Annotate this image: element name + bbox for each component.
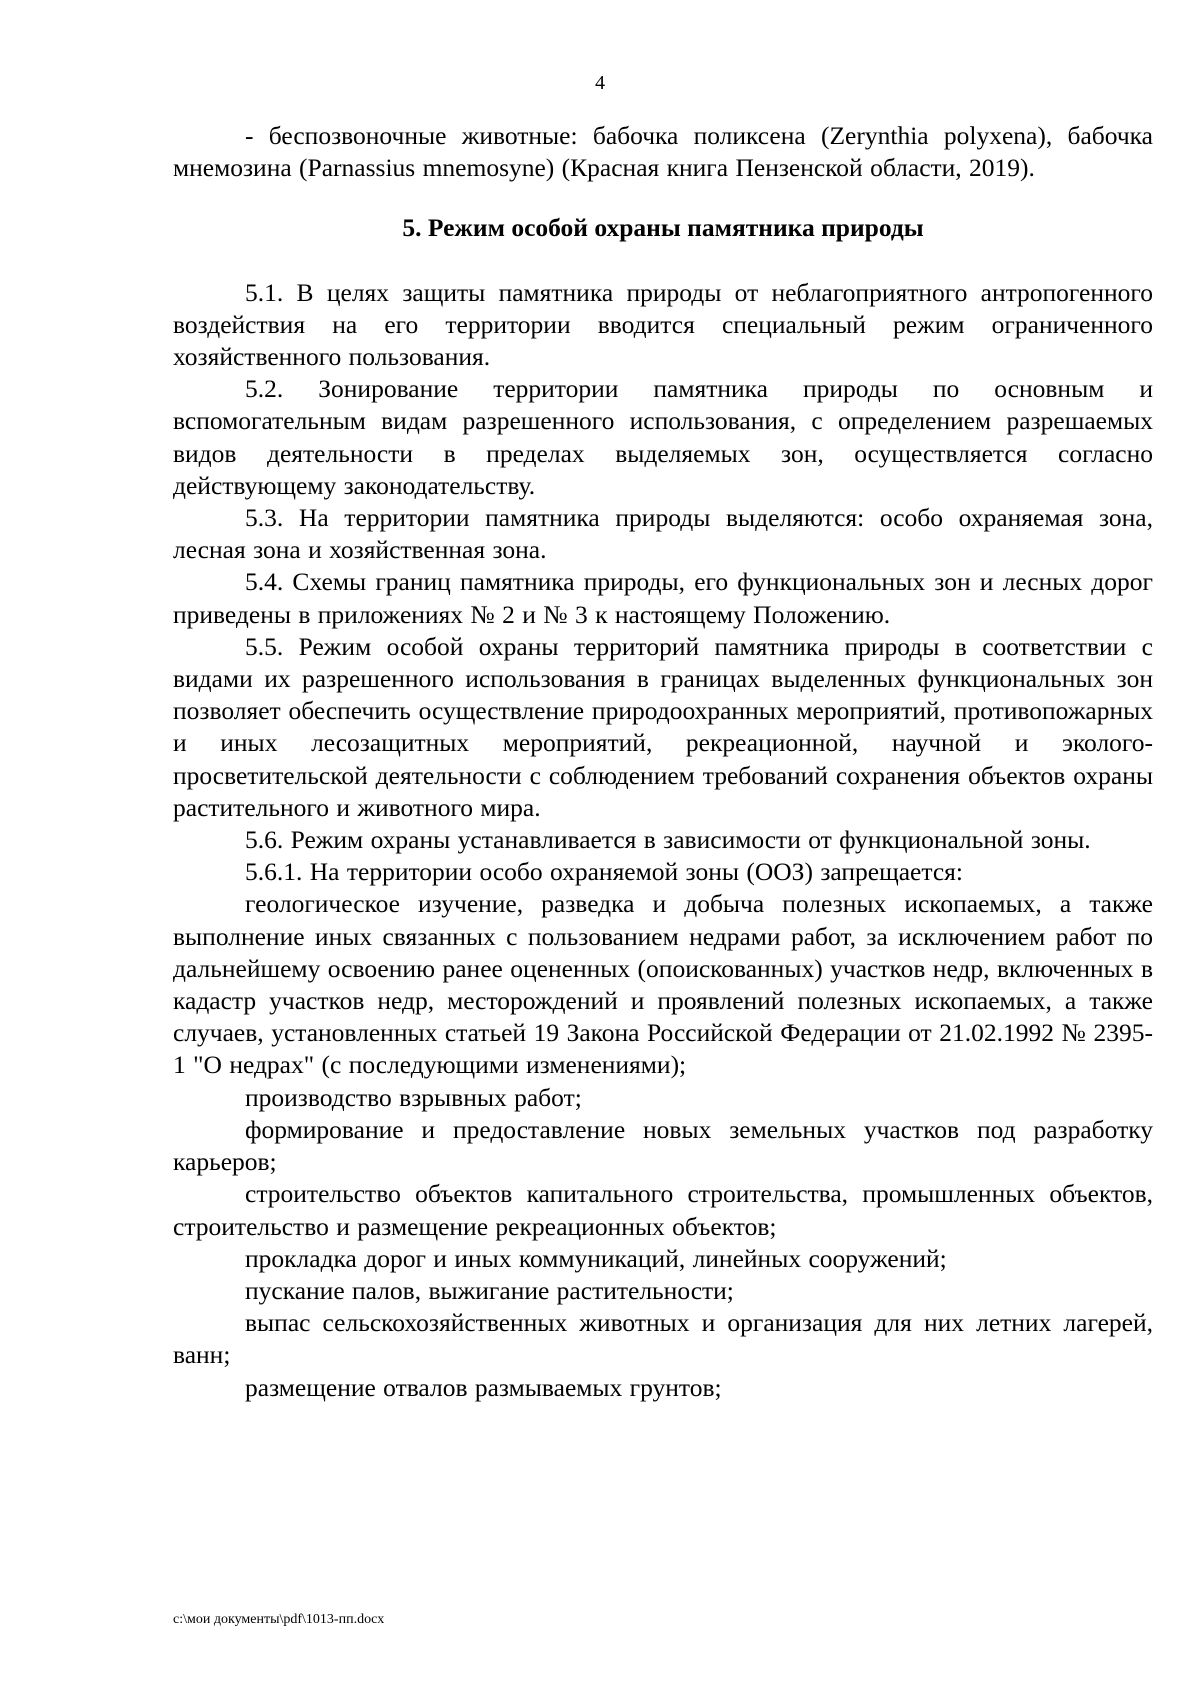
paragraph-5-4: 5.4. Схемы границ памятника природы, его функциональных зон и лесных дорог приведены в приложениях № 2 и № 3 к настоящему Положению. [173, 567, 1153, 629]
paragraph-5-2: 5.2. Зонирование территории памятника природы по основным и вспомогательным видам разрешенного использования, с определением разрешаемых видов деятельности в пределах выделяемых зон, осуществляется согласно действующему законодательству. [173, 374, 1153, 500]
list-item-construction: строительство объектов капитального строительства, промышленных объектов, строительство и размещение рекреационных объектов; [173, 1179, 1153, 1241]
list-item-explosions: производство взрывных работ; [245, 1082, 582, 1112]
list-item-burning: пускание палов, выжигание растительности; [245, 1275, 734, 1305]
paragraph-5-6-1: 5.6.1. На территории особо охраняемой зоны (ООЗ) запрещается: [245, 857, 963, 887]
document-body [173, 120, 1153, 1404]
list-item-quarries: формирование и предоставление новых земельных участков под разработку карьеров; [173, 1114, 1153, 1177]
section-heading: 5. Режим особой охраны памятника природы [402, 213, 924, 243]
list-item-roads: прокладка дорог и иных коммуникаций, линейных сооружений; [245, 1243, 947, 1273]
list-item-dumps: размещение отвалов размываемых грунтов; [245, 1372, 722, 1402]
paragraph-5-6: 5.6. Режим охраны устанавливается в зависимости от функциональной зоны. [245, 825, 1091, 855]
footer-file-path: c:\мои документы\pdf\1013-пп.docx [173, 1612, 385, 1627]
page-number: 4 [595, 72, 605, 94]
paragraph-5-1: 5.1. В целях защиты памятника природы от неблагоприятного антропогенного воздействия на его территории вводится специальный режим ограниченного хозяйственного пользования. [173, 277, 1153, 372]
list-item-grazing: выпас сельскохозяйственных животных и организация для них летних лагерей, ванн; [173, 1308, 1153, 1370]
intro-paragraph: - беспозвоночные животные: бабочка поликсена (Zerynthia polyxena), бабочка мнемозина (Parnassius mnemosyne) (Красная книга Пензенской области, 2019). [173, 121, 1153, 183]
list-item-geology: геологическое изучение, разведка и добыча полезных ископаемых, а также выполнение иных связанных с пользованием недрами работ, за исключением работ по дальнейшему освоению ранее оцененных (опоискованных) участков недр, включенных в кадастр участков недр, месторождений и проявлений полезных ископаемых, а также случаев, установленных статьей 19 Закона Российской Федерации от 21.02.1992 № 2395-1 "О недрах" (с последующими изменениями); [173, 889, 1153, 1080]
paragraph-5-3: 5.3. На территории памятника природы выделяются: особо охраняемая зона, лесная зона и хозяйственная зона. [173, 503, 1153, 565]
paragraph-5-5: 5.5. Режим особой охраны территорий памятника природы в соответствии с видами их разрешенного использования в границах выделенных функциональных зон позволяет обеспечить осуществление природоохранных мероприятий, противопожарных и иных лесозащитных мероприятий, рекреационной, научной и эколого-просветительской деятельности с соблюдением требований сохранения объектов охраны растительного и животного мира. [173, 631, 1153, 822]
